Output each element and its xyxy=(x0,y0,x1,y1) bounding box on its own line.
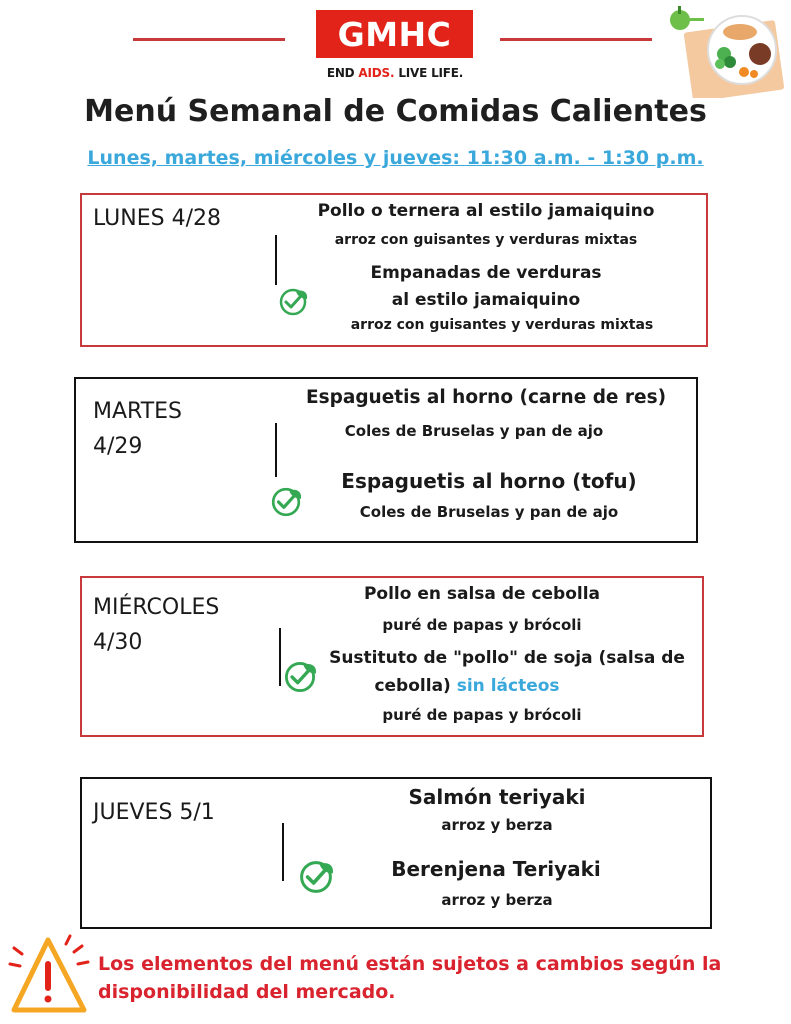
logo-text: GMHC xyxy=(337,14,452,54)
tuesday-option2-side: Coles de Bruselas y pan de ajo xyxy=(359,503,619,521)
header-rule-left xyxy=(133,38,285,41)
service-hours: Lunes, martes, miércoles y jueves: 11:30 a.m. - 1:30 p.m. xyxy=(87,147,704,169)
divider-wednesday xyxy=(279,628,281,686)
gmhc-logo xyxy=(316,10,473,58)
availability-note xyxy=(98,950,788,1006)
logo-tagline: END AIDS. LIVE LIFE. xyxy=(326,66,464,80)
monday-option1-main: Pollo o ternera al estilo jamaiquino xyxy=(317,201,655,221)
thursday-option1-side: arroz y berza xyxy=(441,816,553,834)
wednesday-option2-main-line2: cebolla) xyxy=(374,676,451,696)
tuesday-option1-side: Coles de Bruselas y pan de ajo xyxy=(344,422,604,440)
leaf-check-icon xyxy=(278,287,308,317)
day-card-thursday xyxy=(80,777,712,929)
day-label-wednesday: MIÉRCOLES 4/30 xyxy=(93,595,220,655)
tuesday-option1-main: Espaguetis al horno (carne de res) xyxy=(305,387,667,408)
monday-option1-side: arroz con guisantes y verduras mixtas xyxy=(334,232,638,248)
day-card-tuesday xyxy=(74,377,698,543)
wednesday-option1-main: Pollo en salsa de cebolla xyxy=(363,584,601,604)
leaf-check-icon xyxy=(270,486,302,518)
divider-thursday xyxy=(282,823,284,881)
day-label-monday: LUNES 4/28 xyxy=(93,206,221,231)
monday-option2-main-line1: Empanadas de verduras xyxy=(370,263,602,283)
thursday-option2-side: arroz y berza xyxy=(441,891,553,909)
leaf-check-icon xyxy=(283,660,317,694)
day-card-wednesday xyxy=(80,576,704,737)
dairy-free-tag: sin lácteos xyxy=(456,676,560,696)
warning-triangle-icon xyxy=(8,932,92,1018)
food-plate-icon xyxy=(666,6,784,98)
thursday-option1-main: Salmón teriyaki xyxy=(408,785,586,809)
divider-tuesday xyxy=(275,423,277,477)
header-rule-right xyxy=(500,38,652,41)
wednesday-option1-side: puré de papas y brócoli xyxy=(382,616,582,634)
wednesday-option2-side: puré de papas y brócoli xyxy=(382,706,582,724)
tuesday-option2-main: Espaguetis al horno (tofu) xyxy=(341,469,637,493)
wednesday-option2-main-line1: Sustituto de "pollo" de soja (salsa de xyxy=(329,648,685,668)
day-card-monday xyxy=(80,193,708,347)
day-label-thursday: JUEVES 5/1 xyxy=(93,800,215,825)
wednesday-option2-main-line2-wrap xyxy=(312,676,622,696)
monday-option2-side: arroz con guisantes y verduras mixtas xyxy=(350,317,654,333)
thursday-option2-main: Berenjena Teriyaki xyxy=(391,857,601,881)
page-title: Menú Semanal de Comidas Calientes xyxy=(84,94,707,129)
monday-option2-main-line2: al estilo jamaiquino xyxy=(391,290,581,310)
availability-note-line1: Los elementos del menú están sujetos a cambios según la xyxy=(98,953,722,975)
leaf-check-icon xyxy=(298,859,334,895)
day-label-tuesday: MARTES 4/29 xyxy=(93,399,183,459)
availability-note-line2: disponibilidad del mercado. xyxy=(98,981,396,1003)
